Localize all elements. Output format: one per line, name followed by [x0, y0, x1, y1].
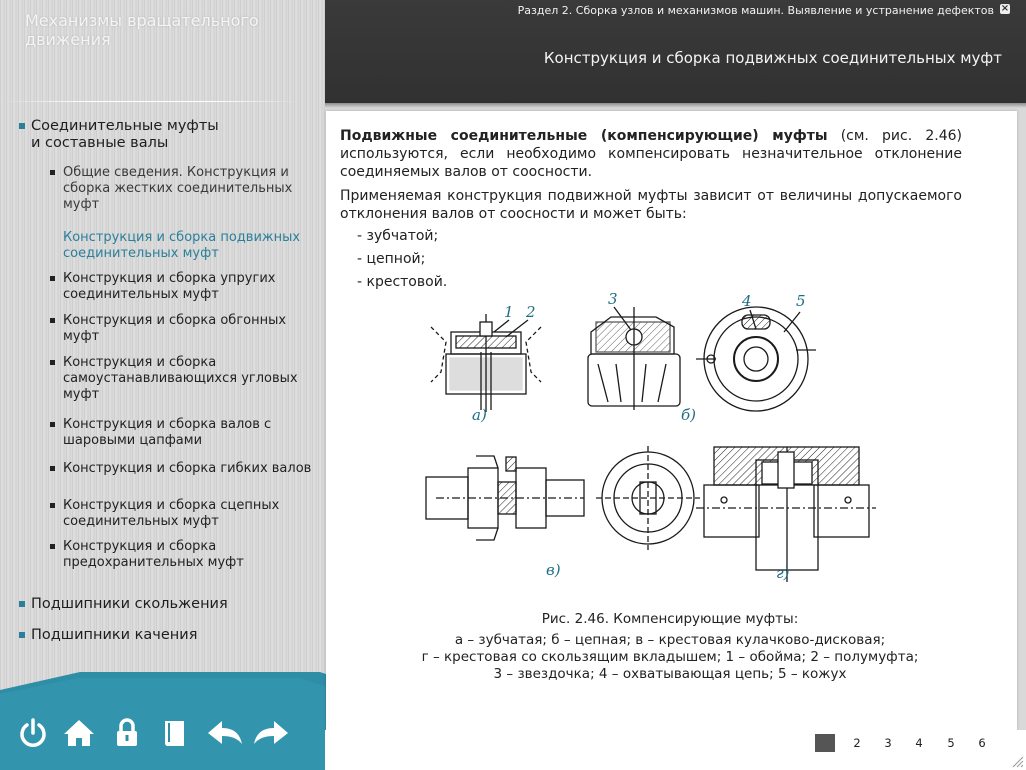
nav-section-couplings[interactable]: [19, 118, 219, 152]
intro-text: (см. рис. 2.46) используются, если необходимо компенсировать незначительное отклонение соединяемых валов от соосности.: [340, 128, 962, 180]
coupling-a-drawing: [431, 314, 541, 412]
nav-section-label: Подшипники скольжения: [31, 596, 228, 612]
sidebar-title: Механизмы вращательного движения: [25, 11, 259, 49]
coupling-b-side-drawing: [588, 307, 680, 410]
label-3: 3: [608, 292, 618, 308]
coupling-v-front-drawing: [596, 446, 700, 550]
list-item: - крестовой.: [357, 274, 448, 290]
nav-subitem-rigid[interactable]: [50, 165, 315, 213]
nav-subitem-overrunning[interactable]: [50, 313, 315, 345]
bullet-icon: [50, 466, 55, 471]
coupling-figure: [416, 292, 976, 587]
lock-icon: [110, 716, 144, 750]
nav-subitem-label: Конструкция и сборка упругих соединительных муфт: [63, 271, 276, 302]
lock-button[interactable]: [110, 716, 144, 750]
intro-paragraph: [340, 127, 962, 181]
nav-subitem-label: Конструкция и сборка подвижных соединительных муфт: [63, 230, 301, 261]
header: [325, 0, 1026, 103]
caption-line: а – зубчатая; б – цепная; в – крестовая кулачково-дисковая;: [454, 632, 886, 648]
bullet-icon: [19, 123, 25, 129]
bullet-icon: [50, 170, 55, 175]
page-title: Конструкция и сборка подвижных соединительных муфт: [543, 49, 1002, 67]
label-g: г): [776, 564, 790, 582]
nav-subitem-safety[interactable]: [50, 539, 315, 571]
bullet-icon: [50, 276, 55, 281]
nav-section-label: Подшипники качения: [31, 627, 198, 643]
bullet-icon: [50, 503, 55, 508]
bullet-icon: [50, 544, 55, 549]
nav-section-sliding-bearings[interactable]: [19, 596, 228, 613]
caption-title: Рис. 2.46. Компенсирующие муфты:: [541, 611, 799, 627]
label-b: б): [681, 406, 697, 424]
bullet-icon: [50, 422, 55, 427]
page-2-button[interactable]: 2: [853, 736, 861, 750]
resize-grip-icon[interactable]: [1010, 754, 1024, 768]
list-item: - цепной;: [357, 251, 426, 267]
intro-term: Подвижные соединительные (компенсирующие) муфты: [340, 128, 828, 144]
back-icon: [206, 716, 244, 750]
nav-subitem-label: Конструкция и сборка гибких валов: [63, 461, 312, 476]
nav-subitem-label: Конструкция и сборка самоустанавливающихся угловых муфт: [63, 355, 298, 402]
nav-section-label: Соединительные муфты и составные валы: [31, 118, 219, 151]
glossary-button[interactable]: [158, 716, 192, 750]
page-4-button[interactable]: 4: [915, 736, 923, 750]
forward-button[interactable]: [252, 716, 286, 750]
forward-icon: [252, 716, 290, 750]
nav-subitem-clutch[interactable]: [50, 498, 315, 530]
bullet-icon: [50, 318, 55, 323]
page-1-button[interactable]: [815, 734, 835, 752]
nav-subitem-label: Конструкция и сборка предохранительных муфт: [63, 539, 244, 570]
bullet-icon: [50, 360, 55, 365]
label-1: 1: [504, 303, 514, 321]
coupling-v-side-drawing: [426, 456, 584, 540]
nav-subitem-movable[interactable]: [50, 230, 315, 262]
nav-subitem-label: Конструкция и сборка сцепных соединительных муфт: [63, 498, 280, 529]
nav-subitem-label: Конструкция и сборка валов с шаровыми цапфами: [63, 417, 272, 448]
page-number: [821, 736, 828, 750]
nav-subitem-elastic[interactable]: [50, 271, 315, 303]
back-button[interactable]: [206, 716, 240, 750]
power-icon: [16, 716, 50, 750]
label-v: в): [546, 561, 561, 579]
close-button[interactable]: [1000, 4, 1010, 14]
nav-subitem-ball-journal[interactable]: [50, 417, 315, 449]
home-icon: [62, 716, 96, 750]
nav-subitem-self-aligning[interactable]: [50, 355, 315, 403]
sidebar-divider: [0, 101, 300, 102]
label-a: а): [472, 406, 487, 424]
bullet-icon: [19, 601, 25, 607]
coupling-g-drawing: [696, 447, 876, 582]
power-button[interactable]: [16, 716, 50, 750]
page-6-button[interactable]: 6: [978, 736, 986, 750]
page-5-button[interactable]: 5: [947, 736, 955, 750]
book-icon: [158, 716, 192, 750]
nav-subitem-label: Общие сведения. Конструкция и сборка жестких соединительных муфт: [63, 165, 293, 212]
nav-section-rolling-bearings[interactable]: [19, 627, 197, 644]
coupling-b-front-drawing: [696, 307, 816, 411]
bullet-icon: [19, 632, 25, 638]
nav-subitem-label: Конструкция и сборка обгонных муфт: [63, 313, 287, 344]
label-2: 2: [526, 303, 536, 321]
section-title: Раздел 2. Сборка узлов и механизмов машин. Выявление и устранение дефектов: [517, 4, 994, 17]
label-4: 4: [742, 292, 752, 310]
content-panel: [326, 111, 1017, 730]
nav-subitem-flexible-shafts[interactable]: [50, 461, 315, 477]
home-button[interactable]: [62, 716, 96, 750]
figure-caption: [396, 611, 944, 683]
close-icon: ×: [1000, 3, 1010, 14]
header-shadow: [325, 103, 1026, 108]
sidebar: [0, 0, 325, 770]
construction-paragraph: Применяемая конструкция подвижной муфты зависит от величины допускаемого отклонения валов от соосности и может быть:: [340, 188, 962, 222]
page-3-button[interactable]: 3: [884, 736, 892, 750]
list-item: - зубчатой;: [357, 228, 439, 244]
caption-line: г – крестовая со скользящим вкладышем; 1 – обойма; 2 – полумуфта;: [421, 649, 919, 665]
caption-line: 3 – звездочка; 4 – охватывающая цепь; 5 – кожух: [493, 666, 847, 682]
label-5: 5: [796, 292, 806, 310]
